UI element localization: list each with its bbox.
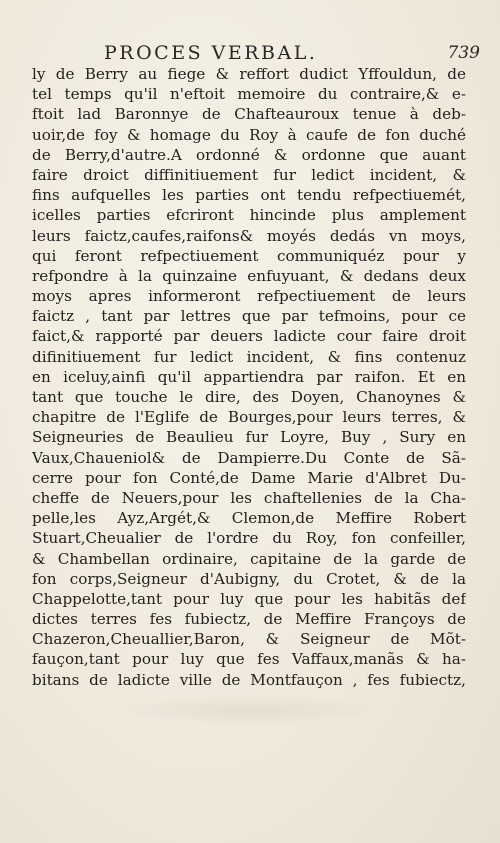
- text-line: cheffe de Neuers,pour les chaftellenies de la Cha-: [32, 488, 466, 507]
- text-line: Vaux,Chaueniol& de Dampierre.Du Conte de Sã-: [32, 448, 466, 467]
- text-line: icelles parties efcriront hincinde plus amplement: [32, 206, 466, 225]
- page-header: [104, 42, 480, 66]
- text-line: & Chambellan ordinaire, capitaine de la garde de: [32, 549, 466, 568]
- text-line: bitans de ladicte ville de Montfauçon , fes fubiectz,: [32, 670, 466, 689]
- page-number: 739: [447, 43, 480, 63]
- text-line: cerre pour fon Conté,de Dame Marie d'Albret Du-: [32, 468, 466, 487]
- body-text: [32, 64, 466, 690]
- text-line: ly de Berry au fiege & reffort dudict Yffouldun, de: [32, 65, 466, 83]
- text-line: Seigneuries de Beaulieu fur Loyre, Buy , Sury en: [32, 428, 466, 447]
- text-line: tel temps qu'il n'eftoit memoire du contraire,& e-: [32, 85, 466, 104]
- text-line: chapitre de l'Eglife de Bourges,pour leurs terres, &: [32, 408, 466, 427]
- text-line: fauçon,tant pour luy que fes Vaffaux,manãs & ha-: [32, 650, 466, 669]
- text-line: Stuart,Cheualier de l'ordre du Roy, fon confeiller,: [32, 529, 466, 548]
- text-line: faictz , tant par lettres que par tefmoins, pour ce: [32, 307, 466, 326]
- running-title: PROCES VERBAL.: [104, 42, 318, 64]
- text-line: faire droict diffinitiuement fur ledict incident, &: [32, 165, 466, 184]
- text-line: tant que touche le dire, des Doyen, Chanoynes &: [32, 388, 466, 406]
- text-line: difinitiuement fur ledict incident, & fins contenuz: [32, 347, 466, 366]
- text-line: ftoit lad Baronnye de Chafteauroux tenue à deb-: [32, 105, 466, 124]
- text-line: qui feront refpectiuement communiquéz pour y: [32, 246, 466, 265]
- text-line: dictes terres fes fubiectz, de Meffire Françoys de: [32, 610, 466, 629]
- text-line: pelle,les Ayz,Argét,& Clemon,de Meffire Robert: [32, 509, 466, 528]
- text-line: leurs faictz,caufes,raifons& moyés dedás vn moys,: [32, 226, 466, 245]
- text-line: en iceluy,ainfi qu'il appartiendra par raifon. Et en: [32, 367, 466, 386]
- text-line: Chazeron,Cheuallier,Baron, & Seigneur de Mõt-: [32, 630, 466, 649]
- text-line: fins aufquelles les parties ont tendu refpectiuemét,: [32, 186, 466, 205]
- text-line: moys apres informeront refpectiuement de leurs: [32, 287, 466, 306]
- text-line: Chappelotte,tant pour luy que pour les habitãs def: [32, 589, 466, 608]
- text-line: de Berry,d'autre.A ordonné & ordonne que auant: [32, 145, 466, 164]
- text-line: faict,& rapporté par deuers ladicte cour faire droit: [32, 327, 466, 346]
- text-line: uoir,de foy & homage du Roy à caufe de fon duché: [32, 125, 466, 144]
- text-line: fon corps,Seigneur d'Aubigny, du Crotet, & de la: [32, 569, 466, 588]
- text-line: refpondre à la quinzaine enfuyuant, & dedans deux: [32, 266, 466, 285]
- ink-bleed-shadow: [120, 695, 380, 725]
